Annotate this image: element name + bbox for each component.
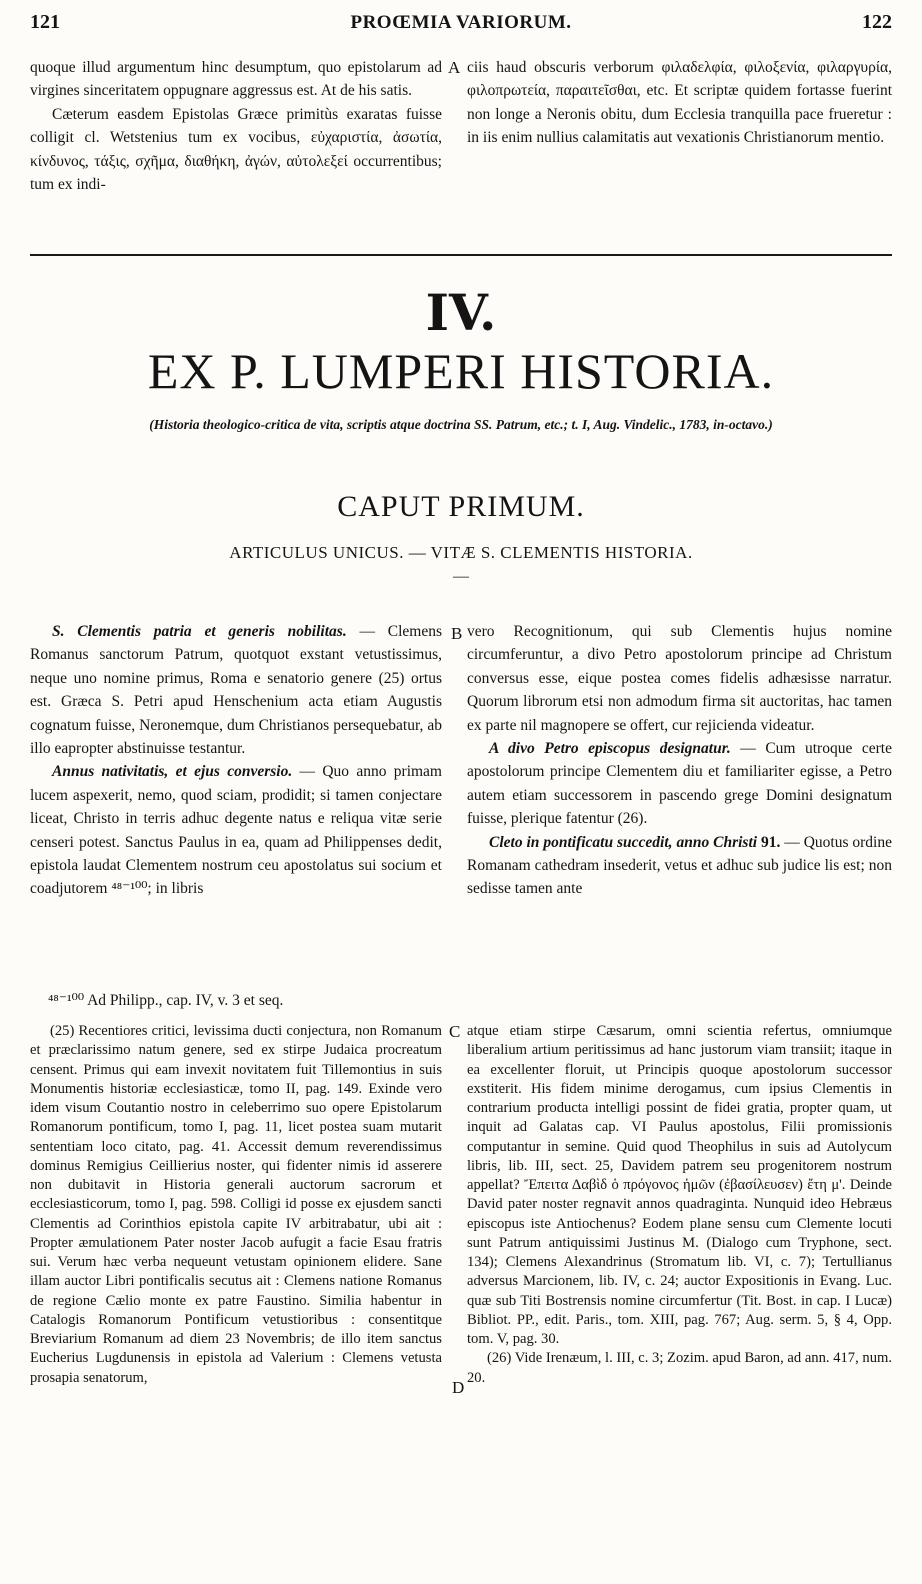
body-left-paragraph-2 [30,760,442,900]
scripture-footnote: ⁴⁸⁻¹⁰⁰ Ad Philipp., cap. IV, v. 3 et seq. [48,992,284,1009]
body-right-paragraph-2 [467,831,892,901]
body-right-paragraph-1 [467,737,892,831]
note-25: (25) Recentiores critici, levissima ducti conjectura, non Romanum et præclarissimo natum genere, sed ex stirpe Judaica procreatum censent. Primus qui eam invexit novitatem fuit Tillemontius in suis Monumentis historiæ ecclesiasticæ, tomo II, pag. 149. Exinde vero idem visum Coutantio nostro in celeberrimo suo opere Epistolarum Romanorum pontificum, tomo I, pag. 11, licet postea suam mutarit sententiam loco citato, pag. 41. Accessit demum reverendissimus dominus Remigius Ceillierius noster, qui fidenter nimis id asserere non dubitavit in Historia generali auctorum sacrorum et ecclesiasticorum, tomo I, pag. 598. Colligi id posse ex ejusdem sancti Clementis ad Corinthios epistola capite IV arbitrabatur, ubi ait : Propter æmulationem Pater noster Jacob aufugit a facie Esau fratris sui. Verum hæc verba nequeunt vetustam opinionem elidere. Sane illam auctor Libri pontificalis secutus ait : Clemens natione Romanus de regione Cælio monte ex patre Faustino. Similia habentur in Catalogis Romanorum Pontificum vetustioribus : consentitque Breviarium Romanum ad diem 23 Novembris; de illo item sanctus Eucherius Lugdunensis in epistola ad Valerium : Clemens vetusta prosapia senatorum, [30,1023,442,1386]
section-number: IV. [425,283,497,342]
body-right-column [467,620,892,901]
page-number-left: 121 [30,11,60,33]
body-left-text-1: — Clemens Romanus sanctorum Patrum, quotquot exstant vetustissimus, neque uno nomine primus, Roma e senatorio genere (25) ortus est. Græca S. Petri apud Henschenium acta etiam Augustis cognatum fuisse, Neronemque, dum Christianos persequebatur, ab illo eapropter abstinuisse testantur. [30,623,442,758]
top-right-paragraph-1: ciis haud obscuris verborum φιλαδελφία, φιλοξενία, φιλαργυρία, φιλοπρωτεία, παραιτεῖσθαι, etc. Et scriptæ quidem fortasse fuerint non longe a Neronis obitu, dum Ecclesia tranquilla pace frueretur : in iis enim nullius calamitatis aut vexationis Christianorum mentio. [467,59,892,147]
top-right-column [467,56,892,150]
body-left-text-2: — Quo anno primam lucem aspexerit, nemo, quod sciam, prodidit; si tamen conjectare liceat, Christo in terris adhuc degente natus e reliqua vitæ serie censeri potest. Sanctus Paulus in ea, quam ad Philippenses dedit, epistola laudat Clementem nostrum ceu apostolatus sui socium et coadjutorem ⁴⁸⁻¹⁰⁰; in libris [30,763,442,898]
body-right-text-2: — Quotus ordine Romanam cathedram insederit, vetus et adhuc sub judice lis est; non sedisse tamen ante [467,833,892,898]
top-left-column [30,56,442,196]
body-left-column [30,620,442,901]
running-title: PROŒMIA VARIORUM. [350,12,572,33]
top-left-paragraph-1: quoque illud argumentum hinc desumptum, quo epistolarum ad virgines sinceritatem oppugnare aggressus est. At de his satis. [30,59,442,100]
sidehead-cleto: Cleto in pontificatu succedit, anno Christi [489,833,758,851]
body-left-paragraph-1 [30,620,442,760]
margin-letter-c: C [449,1022,461,1041]
sidehead-patria: S. Clementis patria et generis nobilitas. [52,623,347,640]
caput-heading: CAPUT PRIMUM. [337,490,585,523]
body-right-paragraph-0: vero Recognitionum, qui sub Clementis hujus nomine circumferuntur, a divo Petro apostolorum principe ad Christum conversus esse, eique postea comes fidelis adhæsisse narratur. Quorum librorum etsi non admodum firma sit auctoritas, hac tamen ex parte nil magnopere se offert, cur rejicienda videatur. [467,623,892,734]
notes-right-column [467,1022,892,1388]
articulus-heading: ARTICULUS UNICUS. — VITÆ S. CLEMENTIS HISTORIA. [229,543,693,562]
margin-letter-a: A [448,58,461,77]
sidehead-annus: Annus nativitatis, et ejus conversio. [52,763,293,781]
margin-letter-d: D [452,1378,465,1397]
heading-dash: — [453,568,469,585]
section-title: EX P. LUMPERI HISTORIA. [147,343,775,399]
note-26: (26) Vide Irenæum, l. III, c. 3; Zozim. apud Baron, ad ann. 417, num. 20. [467,1350,892,1386]
notes-left-column [30,1022,442,1388]
body-right-text-1: — Cum utroque certe apostolorum principe Clementem diu et familiariter egisse, a Petro autem etiam successorem in pascendo grege Domini designatum fuisse, plerique fatentur (26). [467,740,892,828]
section-divider [30,254,892,256]
page-number-right: 122 [862,11,892,33]
sidehead-episcopus: A divo Petro episcopus designatur. [489,740,731,758]
margin-letter-b: B [451,624,463,643]
section-subtitle: (Historia theologico-critica de vita, scriptis atque doctrina SS. Patrum, etc.; t. I, Aug. Vindelic., 1783, in-octavo.) [149,417,773,432]
top-left-paragraph-2: Cæterum easdem Epistolas Græce primitùs exaratas fuisse colligit cl. Wetstenius tum ex vocibus, εὐχαριστία, ἀσωτία, κίνδυνος, τάξις, σχῆμα, διαθήκη, ἀγών, αὐτολεξεί occurrentibus; tum ex indi- [30,105,442,194]
sidehead-cleto-year: 91. [757,833,781,851]
note-25-continued: atque etiam stirpe Cæsarum, omni scientia refertus, omniumque liberalium artium peritissimus ad hanc justorum viam transiit; itaque in ea excellenter floruit, ut Principis quoque apostolorum successor exstiterit. His fidem minime derogamus, cum ipsius Clementis in contrarium producta intelligi possint de fidei gratia, propter quam, ut inquit ad Galatas cap. VI Paulus apostolus, Filii promissionis computantur in semine. Quid quod Theophilus in suis ad Autolycum libris, lib. III, sect. 25, Davidem patrem seu progenitorem nostrum appellat? Ἔπειτα Δαβὶδ ὁ πρόγονος ἡμῶν (ἐβασίλευσεν) ἔτη μ'. Deinde David pater noster regnavit annos quadraginta. Nunquid ideo Hebræus episcopus iste Antiochenus? Eodem plane sensu cum Clemente locuti sunt Patrum antiquissimi Justinus M. (Dialogo cum Tryphone, sect. 134); Clemens Alexandrinus (Stromatum lib. VI, c. 7); Tertullianus adversus Marcionem, lib. IV, c. 24; auctor Expositionis in Evang. Luc. quæ sub Titi Bostrensis nomine circumfertur (Tit. Bost. in cap. I Lucæ) Bibliot. PP., edit. Paris., tom. XIII, pag. 767; Aug. serm. 5, § 4, Opp. tom. V, pag. 30. [467,1023,892,1347]
